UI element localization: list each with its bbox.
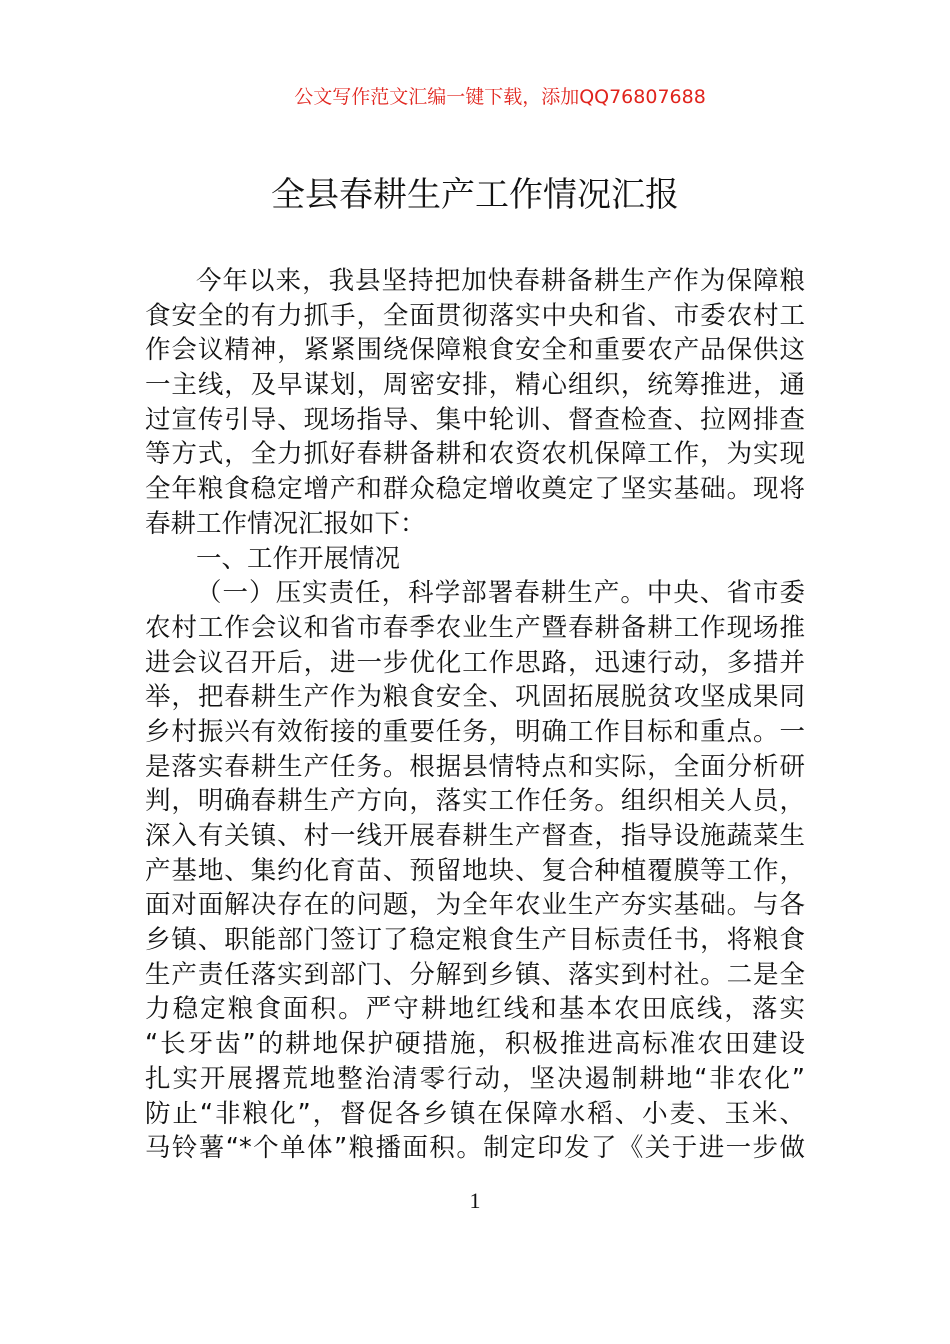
page-number: 1 bbox=[469, 1188, 481, 1213]
text-line: 举，把春耕生产作为粮食安全、巩固拓展脱贫攻坚成果同 bbox=[145, 682, 805, 713]
text-line: 农村工作会议和省市春季农业生产暨春耕备耕工作现场推 bbox=[145, 612, 805, 643]
text-line: 一主线，及早谋划，周密安排，精心组织，统筹推进，通 bbox=[145, 370, 805, 401]
text-line: 深入有关镇、村一线开展春耕生产督查，指导设施蔬菜生 bbox=[145, 821, 805, 851]
text-line: 食安全的有力抓手，全面贯彻落实中央和省、市委农村工 bbox=[145, 300, 805, 331]
text-line: 春耕工作情况汇报如下： bbox=[145, 508, 426, 539]
text-line: 乡镇、职能部门签订了稳定粮食生产目标责任书，将粮食 bbox=[145, 925, 805, 956]
download-banner: 公文写作范文汇编一键下载，添加QQ76807688 bbox=[294, 86, 706, 108]
text-line: “长牙齿”的耕地保护硬措施，积极推进高标准农田建设 bbox=[145, 1029, 805, 1060]
text-line: 面对面解决存在的问题，为全年农业生产夯实基础。与各 bbox=[145, 890, 805, 921]
text-line: 一、工作开展情况 bbox=[196, 543, 401, 574]
text-line: 过宣传引导、现场指导、集中轮训、督查检查、拉网排查 bbox=[145, 404, 805, 435]
text-line: 等方式，全力抓好春耕备耕和农资农机保障工作，为实现 bbox=[145, 439, 805, 470]
text-line: 产基地、集约化育苗、预留地块、复合种植覆膜等工作， bbox=[145, 855, 805, 886]
text-line: 防止“非粮化”，督促各乡镇在保障水稻、小麦、玉米、 bbox=[145, 1098, 805, 1129]
text-line: 是落实春耕生产任务。根据县情特点和实际，全面分析研 bbox=[145, 751, 805, 782]
text-line: 进会议召开后，进一步优化工作思路，迅速行动，多措并 bbox=[145, 647, 805, 678]
document-body bbox=[145, 264, 805, 1166]
text-line: 扎实开展撂荒地整治清零行动，坚决遏制耕地“非农化” bbox=[145, 1063, 805, 1094]
document-title: 全县春耕生产工作情况汇报 bbox=[271, 175, 679, 215]
text-line: 今年以来，我县坚持把加快春耕备耕生产作为保障粮 bbox=[196, 266, 805, 296]
text-line: 力稳定粮食面积。严守耕地红线和基本农田底线，落实 bbox=[145, 994, 805, 1025]
text-line: 作会议精神，紧紧围绕保障粮食安全和重要农产品保供这 bbox=[145, 335, 805, 366]
text-line: 乡村振兴有效衔接的重要任务，明确工作目标和重点。一 bbox=[145, 716, 805, 747]
text-line: （一）压实责任，科学部署春耕生产。中央、省市委 bbox=[196, 578, 805, 609]
text-line: 判，明确春耕生产方向，落实工作任务。组织相关人员， bbox=[145, 786, 805, 817]
text-line: 马铃薯“*个单体”粮播面积。制定印发了《关于进一步做 bbox=[145, 1133, 805, 1164]
text-line: 全年粮食稳定增产和群众稳定增收奠定了坚实基础。现将 bbox=[145, 474, 805, 505]
text-line: 生产责任落实到部门、分解到乡镇、落实到村社。二是全 bbox=[145, 959, 805, 990]
